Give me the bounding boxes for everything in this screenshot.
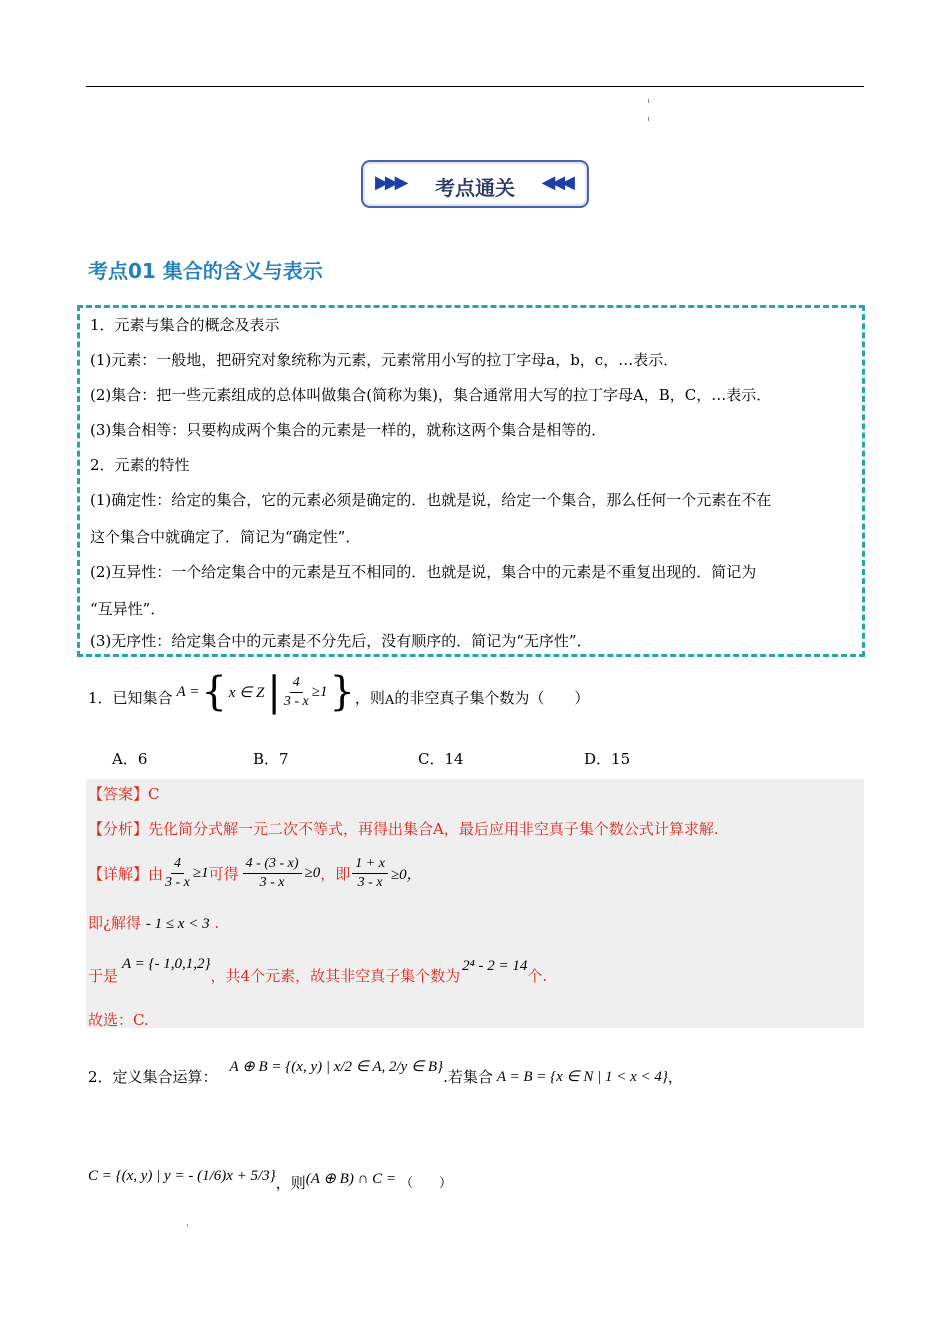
solution-panel (86, 779, 864, 1028)
fraction-numerator: 4 - (3 - x) (243, 855, 302, 874)
q1-suffix-a: ，则 (354, 688, 385, 707)
summary-line: (2)集合：把一些元素组成的总体叫做集合(简称为集)，集合通常用大写的拉丁字母A，B，C，…表示． (90, 386, 772, 404)
q2-prefix: 2．定义集合运算： (88, 1067, 218, 1086)
q2-c-math: C = {(x, y) | y = - (1/6)x + 5/3} (88, 1167, 276, 1184)
section-title: 考点01 集合的含义与表示 (88, 259, 323, 283)
detail-fraction-2 (243, 855, 302, 892)
detail-mid-2: ，即 (320, 864, 351, 883)
summary-line: (3)无序性：给定集合中的元素是不分先后，没有顺序的．简记为“无序性”． (90, 632, 592, 650)
question-2 (88, 1044, 683, 1094)
q1-suffix-b: 的非空真子集个数为（ ） (394, 688, 590, 707)
line3-prefix: 于是 (88, 966, 119, 985)
left-arrows-icon: ◀◀◀ (541, 172, 571, 193)
option-a[interactable]: A．6 (112, 750, 148, 768)
option-c[interactable]: C．14 (418, 750, 464, 768)
fraction-denominator: 3 - x (357, 874, 383, 890)
fraction-numerator: 1 + x (352, 855, 388, 874)
analysis-line: 【分析】先化简分式解一元二次不等式，再得出集合A，最后应用非空真子集个数公式计算求解. (88, 820, 719, 838)
detail-fraction-3 (352, 855, 388, 892)
detail-fraction-1 (165, 855, 190, 892)
option-d[interactable]: D．15 (584, 750, 631, 768)
fraction-denominator: 3 - x (259, 874, 285, 890)
q1-prefix: 1．已知集合 (88, 688, 173, 707)
q1-set-var: x ∈ Z (228, 684, 265, 701)
line3-set: A = {- 1,0,1,2} (122, 955, 211, 972)
detail-ge1: ≥1 (192, 864, 209, 881)
stray-mark (187, 1224, 188, 1227)
banner-title: 考点通关 (435, 176, 515, 200)
summary-box (77, 305, 865, 657)
detail-ge0b: ≥0， (390, 866, 422, 883)
summary-line: 2．元素的特性 (90, 456, 190, 474)
line2-end: . (214, 914, 220, 932)
summary-line: 这个集合中就确定了．简记为“确定性”． (90, 528, 361, 546)
summary-line: “互异性”． (90, 600, 166, 618)
line3-math: 2⁴ - 2 = 14 (462, 957, 528, 974)
choose-line: 故选：C. (88, 1011, 149, 1029)
right-brace: } (329, 669, 355, 715)
right-arrows-icon: ▶▶▶ (375, 172, 405, 193)
q2-end: ， (667, 1067, 683, 1086)
line3-mid: ，共4个元素，故其非空真子集个数为 (210, 966, 461, 985)
fraction-denominator: 3 - x (283, 693, 309, 709)
solution-line-3 (88, 948, 547, 988)
summary-line: (3)集合相等：只要构成两个集合的元素是一样的，就称这两个集合是相等的． (90, 421, 607, 439)
summary-line: (2)互异性：一个给定集合中的元素是互不相同的．也就是说，集合中的元素是不重复出现的．简记为 (90, 563, 757, 581)
fraction-numerator: 4 (290, 674, 303, 693)
detail-mid: 可得 (208, 864, 239, 883)
q2-c-end: ，则 (275, 1173, 306, 1192)
summary-line: 1．元素与集合的概念及表示 (90, 316, 280, 334)
summary-line: (1)确定性：给定的集合，它的元素必须是确定的．也就是说，给定一个集合，那么任何一个元素在不在 (90, 491, 772, 509)
fraction-numerator: 4 (171, 855, 184, 874)
detail-line (88, 850, 422, 896)
q2-def-math: A ⊕ B = {(x, y) | x/2 ∈ A, 2/y ∈ B} (229, 1058, 444, 1075)
answer-line: 【答案】C (88, 785, 160, 803)
q1-fraction (284, 674, 309, 711)
detail-ge0: ≥0 (304, 864, 321, 881)
q2-mid: .若集合 (443, 1067, 493, 1086)
left-brace: { (201, 669, 227, 715)
q2-c-paren: （ ） (400, 1175, 453, 1191)
solution-line-2 (88, 912, 219, 933)
q1-suffix-sub: A (384, 692, 395, 708)
question-2-c (88, 1152, 452, 1200)
summary-line: (1)元素：一般地，把研究对象统称为元素，元素常用小写的拉丁字母a，b，c，…表示． (90, 351, 679, 369)
header-rule (86, 86, 864, 87)
q1-condition-tail: ≥1 (311, 683, 328, 700)
q2-sets-math: A = B = {x ∈ N | 1 < x < 4} (496, 1068, 668, 1085)
line2-math: - 1 ≤ x < 3 (145, 916, 210, 932)
topic-banner (361, 160, 589, 208)
fraction-denominator: 3 - x (165, 874, 190, 890)
detail-label: 【详解】由 (88, 864, 164, 883)
q1-set-lhs: A = (176, 683, 200, 700)
divider-bar: | (267, 669, 281, 715)
q2-c-expr: (A ⊕ B) ∩ C = (305, 1170, 397, 1187)
option-b[interactable]: B．7 (253, 750, 289, 768)
line2-prefix: 即¿解得 (88, 914, 142, 932)
header-mark (648, 99, 649, 103)
line3-end: 个. (527, 966, 548, 985)
header-mark (648, 117, 649, 121)
question-1 (88, 664, 589, 720)
